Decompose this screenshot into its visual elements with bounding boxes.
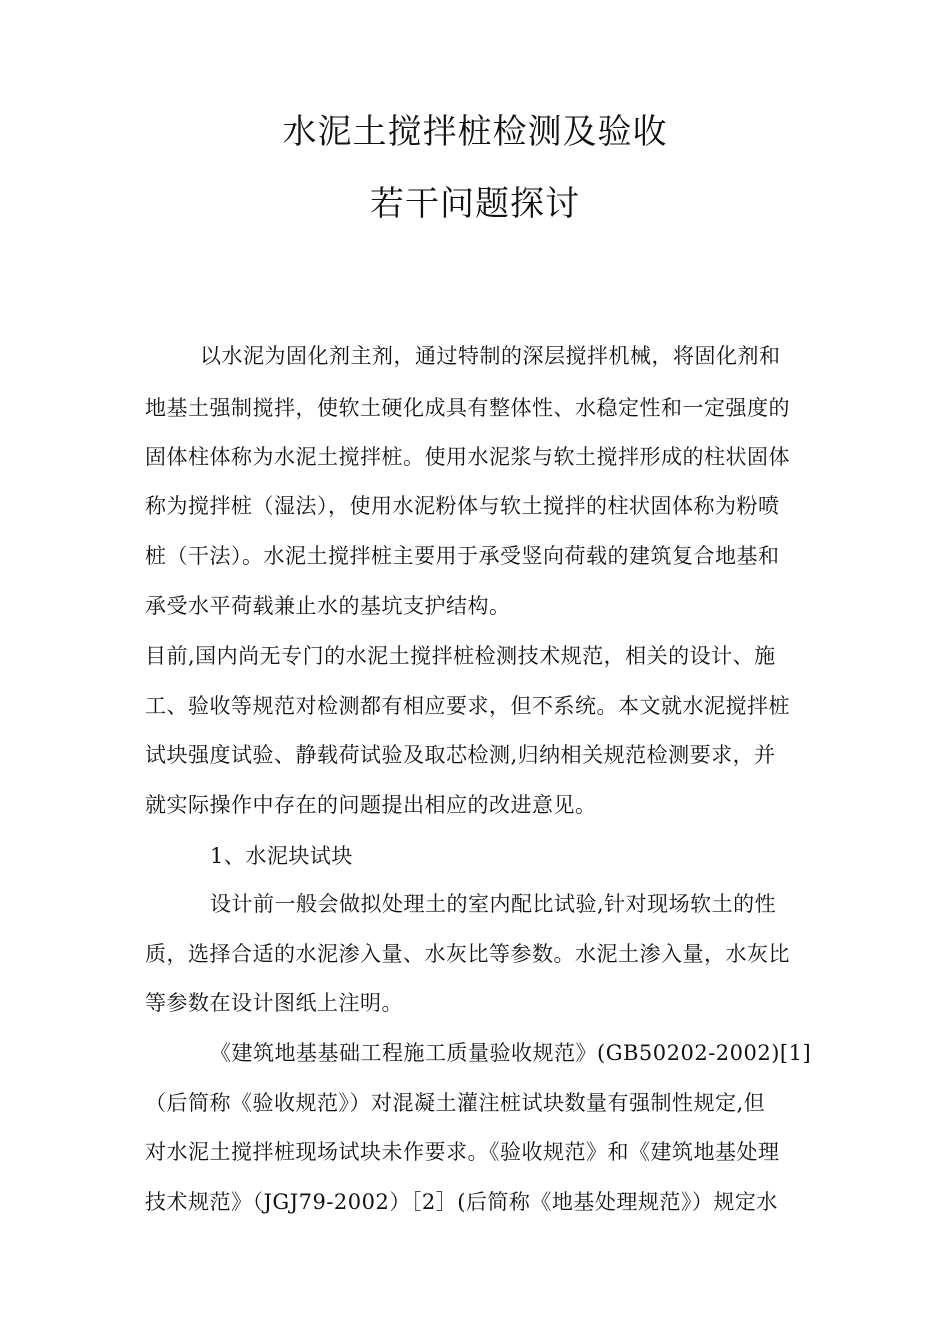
paragraph-line: （后简称《验收规范》）对混凝土灌注桩试块数量有强制性规定,但	[145, 1091, 766, 1115]
paragraph-line: 桩（干法）。水泥土搅拌桩主要用于承受竖向荷载的建筑复合地基和	[145, 544, 780, 568]
paragraph-line: 《建筑地基基础工程施工质量验收规范》(GB50202-2002)[1]	[210, 1041, 812, 1065]
paragraph-line: 承受水平荷载兼止水的基坑支护结构。	[145, 594, 511, 618]
paragraph-line: 技术规范》（JGJ79-2002）［2］(后简称《地基处理规范》）规定水	[145, 1190, 778, 1214]
document-subtitle: 若干问题探讨	[370, 184, 580, 224]
paragraph-line: 地基土强制搅拌，使软土硬化成具有整体性、水稳定性和一定强度的	[145, 396, 790, 420]
paragraph-line: 以水泥为固化剂主剂，通过特制的深层搅拌机械，将固化剂和	[200, 344, 781, 368]
paragraph-line: 就实际操作中存在的问题提出相应的改进意见。	[145, 793, 597, 817]
document-title: 水泥土搅拌桩检测及验收	[282, 112, 668, 152]
paragraph-line: 等参数在设计图纸上注明。	[145, 991, 403, 1015]
paragraph-line: 对水泥土搅拌桩现场试块未作要求。《验收规范》和《建筑地基处理	[145, 1140, 780, 1164]
section-heading: 1、水泥块试块	[210, 844, 353, 868]
paragraph-line: 设计前一般会做拟处理土的室内配比试验,针对现场软土的性	[210, 892, 777, 916]
paragraph-line: 称为搅拌桩（湿法），使用水泥粉体与软土搅拌的柱状固体称为粉喷	[145, 494, 780, 518]
paragraph-line: 试块强度试验、静载荷试验及取芯检测,归纳相关规范检测要求，并	[145, 743, 776, 767]
paragraph-line: 质，选择合适的水泥渗入量、水灰比等参数。水泥土渗入量，水灰比	[145, 942, 790, 966]
paragraph-line: 固体柱体称为水泥土搅拌桩。使用水泥浆与软土搅拌形成的柱状固体	[145, 445, 790, 469]
paragraph-line: 目前,国内尚无专门的水泥土搅拌桩检测技术规范，相关的设计、施	[145, 644, 776, 668]
paragraph-line: 工、验收等规范对检测都有相应要求，但不系统。本文就水泥搅拌桩	[145, 694, 790, 718]
